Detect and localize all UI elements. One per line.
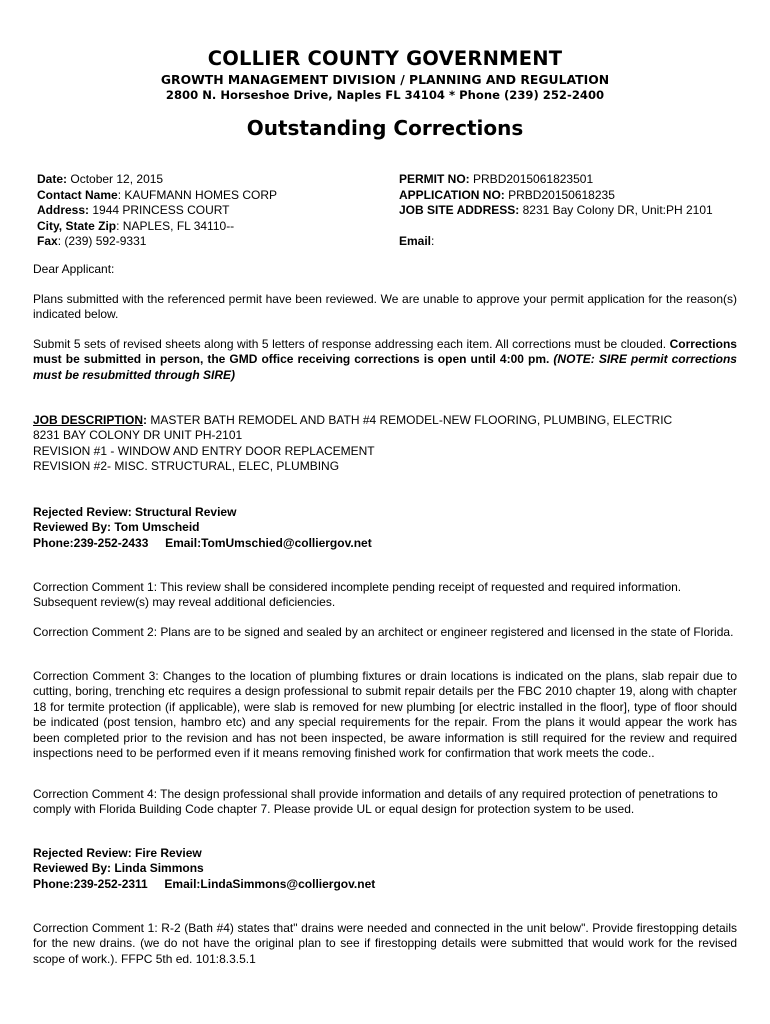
application-label: APPLICATION NO:: [399, 188, 505, 202]
reviewer-name: Reviewed By: Tom Umscheid: [33, 520, 200, 535]
correction-comment: Correction Comment 1: This review shall be considered incomplete pending receipt of requested and required information. Subsequent review(s) may reveal additional deficiencies.: [33, 580, 682, 610]
salutation: Dear Applicant:: [33, 262, 115, 276]
date-value: October 12, 2015: [70, 172, 164, 186]
reviewer-contact: Phone:239-252-2433 Email:TomUmschied@colliergov.net: [33, 535, 372, 550]
reviewer-contact: Phone:239-252-2311 Email:LindaSimmons@colliergov.net: [33, 876, 376, 891]
email-value: :: [431, 234, 435, 248]
submission-instructions: [33, 337, 737, 383]
division-title: GROWTH MANAGEMENT DIVISION / PLANNING AND REGULATION: [160, 72, 610, 87]
jobsite-line: [399, 202, 713, 218]
contact-line: [37, 187, 277, 203]
permit-label: PERMIT NO:: [399, 172, 470, 186]
jobsite-label: JOB SITE ADDRESS:: [399, 203, 520, 217]
office-address: 2800 N. Horseshoe Drive, Naples FL 34104 * Phone (239) 252-2400: [165, 88, 605, 102]
city-line: [37, 218, 234, 234]
fax-value: : (239) 592-9331: [57, 234, 147, 248]
job-description-label: JOB DESCRIPTION: [33, 413, 144, 427]
fax-label: Fax: [37, 234, 58, 248]
correction-comment: Correction Comment 3: Changes to the location of plumbing fixtures or drain locations is indicated on the plans, slab repair due to cutting, boring, trenching etc requires a design professional to submit repair details per the FBC 2010 chapter 19, along with chapter 18 for termite protection (if applicable), were slab is removed for new plumbing [or electric installed in the floor], type of floor should be indicated (post tension, hambro etc) and any special requirements for the repair. From the plans it would appear the work has been completed prior to the revision and has not been inspected, be aware information is still required for the review and required inspections need to be performed even if it means removing finished work for confirmation that work meets the code..: [33, 669, 737, 761]
fire-review-header: [33, 846, 737, 892]
city-label: City, State Zip: [37, 219, 117, 233]
application-line: [399, 187, 615, 203]
rejected-review-title: Rejected Review: Structural Review: [33, 505, 237, 519]
job-description-colon: :: [143, 413, 148, 427]
application-value: PRBD20150618235: [508, 188, 615, 202]
job-description-line-4: REVISION #2- MISC. STRUCTURAL, ELEC, PLUMBING: [33, 459, 340, 474]
submit-text: Submit 5 sets of revised sheets along with 5 letters of response addressing each item. All corrections must be clouded.: [33, 337, 667, 351]
job-description: [33, 413, 737, 475]
document-title: Outstanding Corrections: [246, 116, 524, 140]
city-value: : NAPLES, FL 34110--: [116, 219, 235, 233]
job-description-line-1: [33, 413, 737, 428]
date-line: [37, 171, 163, 187]
correction-comment: Correction Comment 1: R-2 (Bath #4) states that" drains were needed and connected in the unit below". Provide firestopping details for the new drains. (we do not have the original plan to see if firestopping details were submitted that would work for the revised scope of work.). FFPC 5th ed. 101:8.3.5.1: [33, 921, 737, 966]
reviewer-name: Reviewed By: Linda Simmons: [33, 861, 204, 876]
correction-comment: Correction Comment 4: The design professional shall provide information and details of any required protection of penetrations to comply with Florida Building Code chapter 7. Please provide UL or equal design for protection system to be used.: [33, 787, 718, 817]
date-label: Date:: [37, 172, 68, 186]
rejected-review-title: Rejected Review: Fire Review: [33, 846, 202, 860]
job-description-text: MASTER BATH REMODEL AND BATH #4 REMODEL-NEW FLOORING, PLUMBING, ELECTRIC: [147, 413, 673, 427]
contact-label: Contact Name: [37, 188, 118, 202]
sire-note: (NOTE: SIRE permit corrections must be resubmitted through SIRE): [33, 352, 737, 382]
email-label: Email: [399, 234, 432, 248]
permit-value: PRBD2015061823501: [473, 172, 594, 186]
email-line: [399, 233, 434, 249]
intro-paragraph: Plans submitted with the referenced permit have been reviewed. We are unable to approve your permit application for the reason(s) indicated below.: [33, 292, 737, 322]
job-description-line-2: 8231 BAY COLONY DR UNIT PH-2101: [33, 428, 243, 443]
address-label: Address:: [37, 203, 90, 217]
correction-comment: Correction Comment 2: Plans are to be signed and sealed by an architect or engineer registered and licensed in the state of Florida.: [33, 625, 734, 639]
structural-review-header: [33, 505, 737, 551]
organization-title: COLLIER COUNTY GOVERNMENT: [207, 47, 563, 70]
contact-value: : KAUFMANN HOMES CORP: [117, 188, 278, 202]
permit-line: [399, 171, 593, 187]
fax-line: [37, 233, 146, 249]
jobsite-value: 8231 Bay Colony DR, Unit:PH 2101: [522, 203, 713, 217]
address-value: 1944 PRINCESS COURT: [92, 203, 230, 217]
submit-bold-text: Corrections must be submitted in person, the GMD office receiving corrections is open until 4:00 pm.: [33, 337, 737, 367]
job-description-line-3: REVISION #1 - WINDOW AND ENTRY DOOR REPLACEMENT: [33, 443, 375, 458]
address-line: [37, 202, 230, 218]
